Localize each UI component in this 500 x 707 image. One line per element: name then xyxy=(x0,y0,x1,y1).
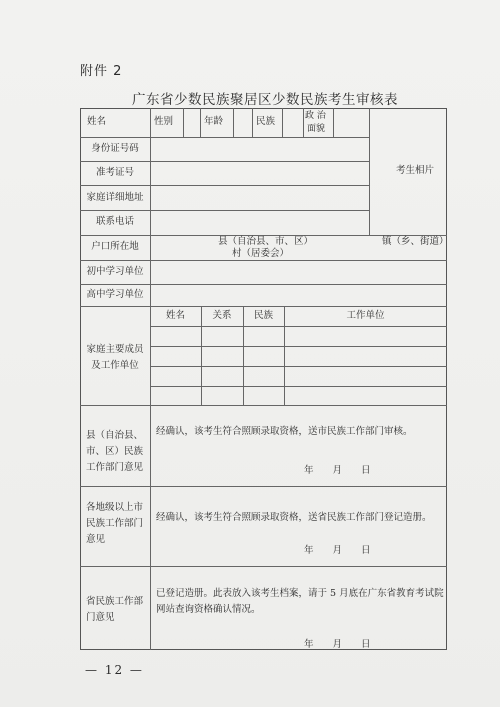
id-number-label: 身份证号码 xyxy=(91,143,139,154)
county-opinion-label: 县（自治县、市、区）民族工作部门意见 xyxy=(86,430,144,473)
ethnicity-label: 民族 xyxy=(256,116,276,127)
family-row-divider xyxy=(150,346,447,347)
col-divider xyxy=(252,108,253,137)
political-label-line2: 面貌 xyxy=(307,124,326,134)
family-header-name: 姓名 xyxy=(165,310,185,321)
row-divider xyxy=(80,486,447,487)
form-title: 广东省少数民族聚居区少数民族考生审核表 xyxy=(132,92,398,108)
col-divider xyxy=(282,108,283,137)
household-village: 村（居委会） xyxy=(232,248,290,259)
family-header-ethnicity: 民族 xyxy=(253,310,273,321)
household-county: 县（自治县、市、区） xyxy=(218,236,314,247)
label-column-divider xyxy=(150,108,151,650)
row-divider xyxy=(80,210,369,211)
home-address-label: 家庭详细地址 xyxy=(86,192,144,203)
city-opinion-label: 各地级以上市民族工作部门意见 xyxy=(86,502,144,545)
row-divider xyxy=(80,306,447,307)
province-opinion-label: 省民族工作部门意见 xyxy=(86,596,144,623)
col-divider xyxy=(333,108,334,137)
row-divider xyxy=(80,566,447,567)
family-row-divider xyxy=(150,386,447,387)
family-row-divider xyxy=(150,366,447,367)
household-town: 镇（乡、街道） xyxy=(382,236,449,247)
province-opinion-text: 已登记造册。此表放入该考生档案，请于 5 月底在广东省教育考试院网站查询资格确认情况。 xyxy=(156,588,444,615)
col-divider xyxy=(233,108,234,137)
gender-label: 性别 xyxy=(154,116,174,127)
county-opinion-text: 经确认，该考生符合照顾录取资格，送市民族工作部门审核。 xyxy=(156,426,413,437)
row-divider xyxy=(80,137,369,138)
family-members-label-line2: 及工作单位 xyxy=(91,360,139,371)
political-label-line1: 政 治 xyxy=(305,111,326,121)
age-label: 年龄 xyxy=(204,116,224,127)
col-divider xyxy=(303,108,304,137)
photo-column-divider xyxy=(369,108,370,235)
city-opinion-text: 经确认，该考生符合照顾录取资格，送省民族工作部门登记造册。 xyxy=(156,512,432,523)
row-divider xyxy=(80,185,369,186)
name-label: 姓名 xyxy=(87,116,107,127)
family-row-divider xyxy=(150,326,447,327)
phone-label: 联系电话 xyxy=(95,216,134,227)
row-divider xyxy=(80,161,369,162)
family-header-workplace: 工作单位 xyxy=(346,310,385,321)
row-divider xyxy=(80,405,447,406)
page-number: — 12 — xyxy=(85,663,144,677)
senior-school-label: 高中学习单位 xyxy=(86,289,144,300)
col-divider xyxy=(183,108,184,137)
exam-number-label: 准考证号 xyxy=(95,167,134,178)
form-table xyxy=(80,108,447,650)
city-opinion-date: 年 月 日 xyxy=(304,545,371,556)
junior-school-label: 初中学习单位 xyxy=(86,266,144,277)
photo-label: 考生相片 xyxy=(396,165,435,176)
attachment-label: 附件 2 xyxy=(80,64,123,79)
province-opinion-date: 年 月 日 xyxy=(304,639,371,650)
row-divider xyxy=(80,284,447,285)
row-divider xyxy=(80,260,447,261)
county-opinion-date: 年 月 日 xyxy=(304,465,371,476)
col-divider xyxy=(200,108,201,137)
household-location-label: 户口所在地 xyxy=(91,241,139,252)
family-members-label-line1: 家庭主要成员 xyxy=(86,344,144,355)
family-header-relation: 关系 xyxy=(212,310,232,321)
